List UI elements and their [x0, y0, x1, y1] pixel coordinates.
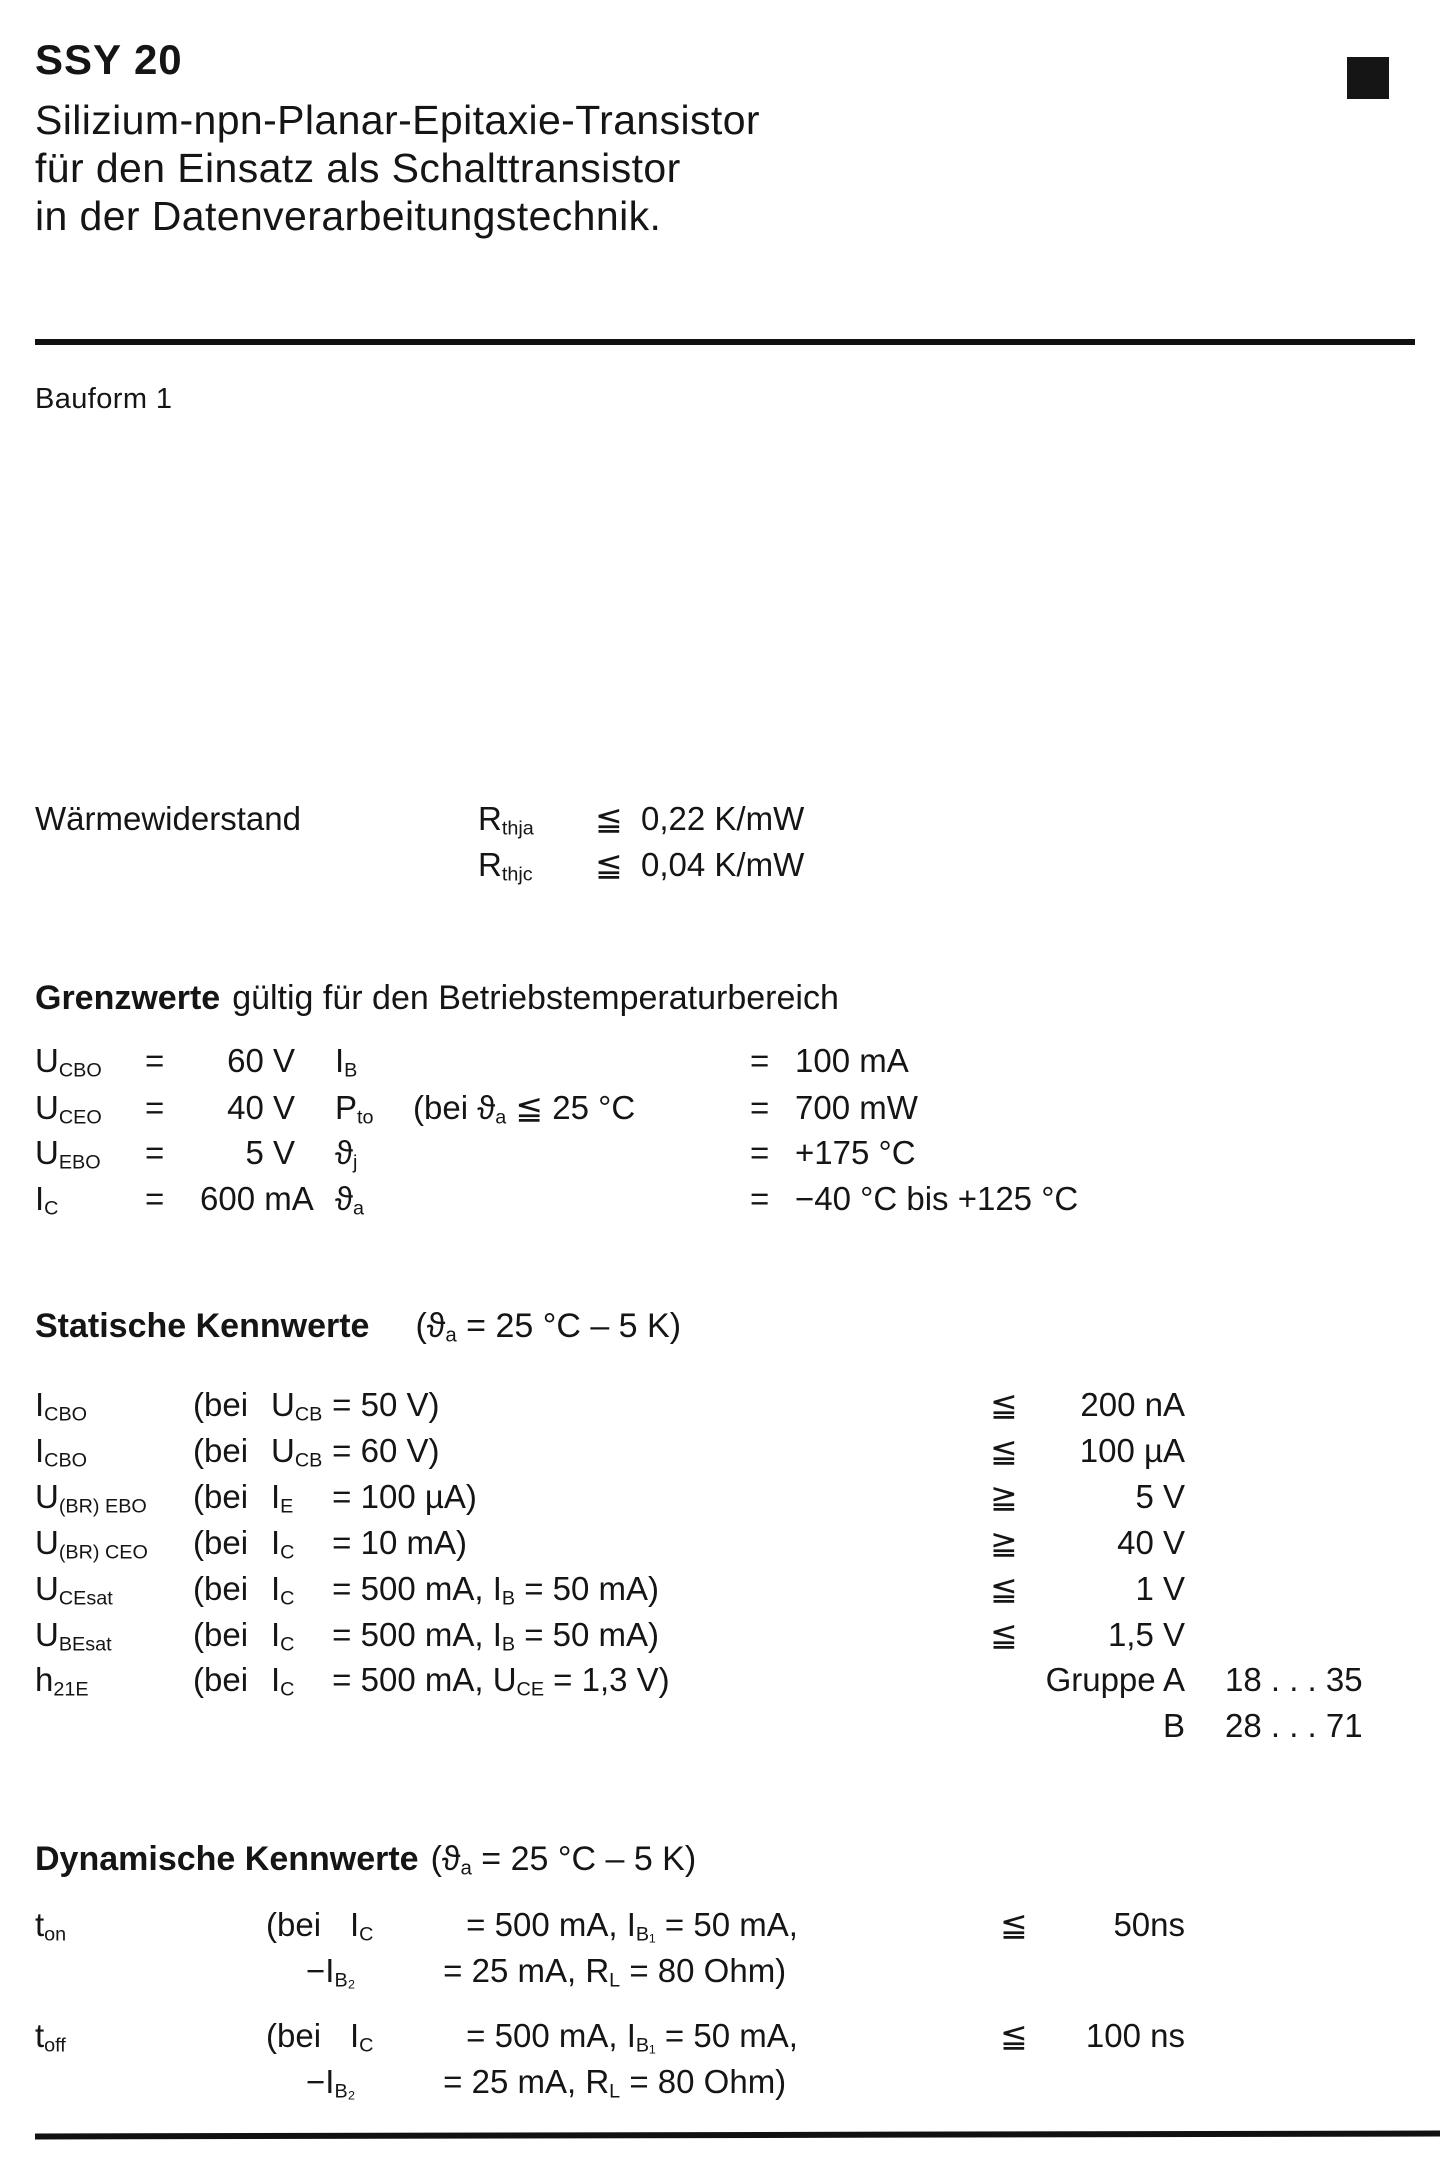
equals: = — [750, 1180, 770, 1217]
description-line: für den Einsatz als Schalttransistor — [35, 145, 681, 191]
equals: = — [145, 1180, 165, 1217]
table-row — [35, 1661, 1363, 1707]
limits-heading: Grenzwerte gültig für den Betriebstemperaturbereich — [35, 979, 839, 1017]
symbol: UEBO — [35, 1134, 101, 1174]
condition: (beiIC = 500 mA, UCE = 1,3 V) — [193, 1661, 670, 1701]
symbol: UBEsat — [35, 1616, 112, 1656]
relation: ≧ — [990, 1524, 1018, 1561]
value: 50ns — [1113, 1906, 1185, 1943]
condition: (ϑa = 25 °C – 5 K) — [430, 1840, 697, 1880]
relation: ≦ — [990, 1386, 1018, 1423]
symbol: toff — [35, 2017, 66, 2057]
value: 0,04 K/mW — [641, 846, 805, 883]
condition: (beiUCB = 50 V) — [193, 1386, 440, 1426]
condition: (ϑa = 25 °C – 5 K) — [415, 1307, 682, 1347]
value: 5 V — [1135, 1478, 1185, 1515]
equals: = — [145, 1089, 165, 1126]
value: 60 V — [227, 1042, 295, 1079]
table-row — [35, 2016, 1185, 2109]
corner-square-marker — [1347, 57, 1389, 99]
page-title: SSY 20 — [35, 36, 183, 83]
symbol: ICBO — [35, 1386, 88, 1426]
condition: (beiUCB = 60 V) — [193, 1432, 440, 1472]
table-row — [35, 1134, 1078, 1180]
value: +175 °C — [795, 1134, 916, 1171]
table-row — [35, 1477, 1363, 1523]
symbol: UCEO — [35, 1089, 102, 1129]
dynamic-characteristics-heading: Dynamische Kennwerte (ϑa = 25 °C – 5 K) — [35, 1840, 697, 1880]
relation: ≦ — [990, 1570, 1018, 1607]
symbol: Rthjc — [478, 846, 533, 886]
limits-section — [35, 1042, 1078, 1226]
dynamic-characteristics-section — [35, 1905, 1185, 2127]
static-characteristics-section — [35, 1385, 1363, 1753]
value: 600 mA — [200, 1180, 314, 1217]
condition: (beiIC = 500 mA, IB₁ = 50 mA, −IB₂ = 25 mA, RL = 80 Ohm) — [266, 1906, 798, 1992]
symbol: Rthja — [478, 800, 534, 840]
table-row — [35, 1523, 1363, 1569]
condition: (beiIC = 10 mA) — [193, 1524, 467, 1564]
description — [35, 96, 760, 240]
equals: = — [750, 1042, 770, 1079]
condition: (bei ϑa ≦ 25 °C — [413, 1089, 636, 1129]
symbol: Pto — [335, 1089, 374, 1129]
bauform-label: Bauform 1 — [35, 383, 173, 415]
equals: = — [145, 1134, 165, 1171]
symbol: UCBO — [35, 1042, 102, 1082]
relation: ≦ — [1000, 2017, 1028, 2054]
relation: ≦ — [1000, 1906, 1028, 1943]
table-row — [35, 1180, 1078, 1226]
table-row — [35, 799, 804, 845]
value: 100 ns — [1085, 2017, 1185, 2054]
static-characteristics-heading: Statische Kennwerte (ϑa = 25 °C – 5 K) — [35, 1307, 682, 1347]
value: 0,22 K/mW — [641, 800, 805, 837]
thermal-resistance-section — [35, 799, 804, 891]
value: 1,5 V — [1107, 1616, 1185, 1653]
table-row — [35, 1905, 1185, 1998]
equals: = — [750, 1089, 770, 1126]
value-range: 18 . . . 35 — [1225, 1661, 1363, 1698]
table-row — [35, 1088, 1078, 1134]
symbol: ton — [35, 1906, 67, 1946]
value: 40 V — [1117, 1524, 1185, 1561]
table-row — [35, 1042, 1078, 1088]
relation: ≦ — [595, 846, 623, 883]
condition: (beiIC = 500 mA, IB = 50 mA) — [193, 1616, 660, 1656]
condition: (beiIC = 500 mA, IB₁ = 50 mA, −IB₂ = 25 mA, RL = 80 Ohm) — [266, 2017, 798, 2103]
table-row — [35, 845, 804, 891]
value: 100 µA — [1079, 1432, 1185, 1469]
value: 1 V — [1135, 1570, 1185, 1607]
value: 5 V — [245, 1134, 295, 1171]
equals: = — [145, 1042, 165, 1079]
relation: ≦ — [990, 1432, 1018, 1469]
table-row — [35, 1385, 1363, 1431]
group-label: B — [1162, 1707, 1185, 1744]
table-row — [35, 1431, 1363, 1477]
symbol: U(BR) EBO — [35, 1478, 147, 1518]
value: −40 °C bis +125 °C — [795, 1180, 1079, 1217]
symbol: ICBO — [35, 1432, 88, 1472]
table-row — [35, 1569, 1363, 1615]
symbol: h21E — [35, 1661, 89, 1701]
equals: = — [750, 1134, 770, 1171]
symbol: UCEsat — [35, 1570, 113, 1610]
description-line: Silizium-npn-Planar-Epitaxie-Transistor — [35, 97, 760, 143]
table-row — [35, 1615, 1363, 1661]
value: 40 V — [227, 1089, 295, 1126]
description-line: in der Datenverarbeitungstechnik. — [35, 193, 662, 239]
value: Gruppe A — [1045, 1661, 1185, 1698]
divider — [35, 339, 1415, 345]
symbol: U(BR) CEO — [35, 1524, 148, 1564]
condition: (beiIE = 100 µA) — [193, 1478, 477, 1518]
value: 700 mW — [795, 1089, 918, 1126]
relation: ≧ — [990, 1478, 1018, 1515]
relation: ≦ — [990, 1616, 1018, 1653]
condition: (beiIC = 500 mA, IB = 50 mA) — [193, 1570, 660, 1610]
relation: ≦ — [595, 800, 623, 837]
symbol: IB — [335, 1042, 358, 1082]
divider — [35, 2131, 1440, 2140]
symbol: ϑa — [335, 1180, 365, 1220]
symbol: IC — [35, 1180, 59, 1220]
value: 200 nA — [1080, 1386, 1185, 1423]
symbol: ϑj — [335, 1134, 358, 1174]
value: 100 mA — [795, 1042, 909, 1079]
row-label: Wärmewiderstand — [35, 800, 301, 837]
value-range: 28 . . . 71 — [1225, 1707, 1363, 1744]
table-row — [1035, 1707, 1363, 1753]
